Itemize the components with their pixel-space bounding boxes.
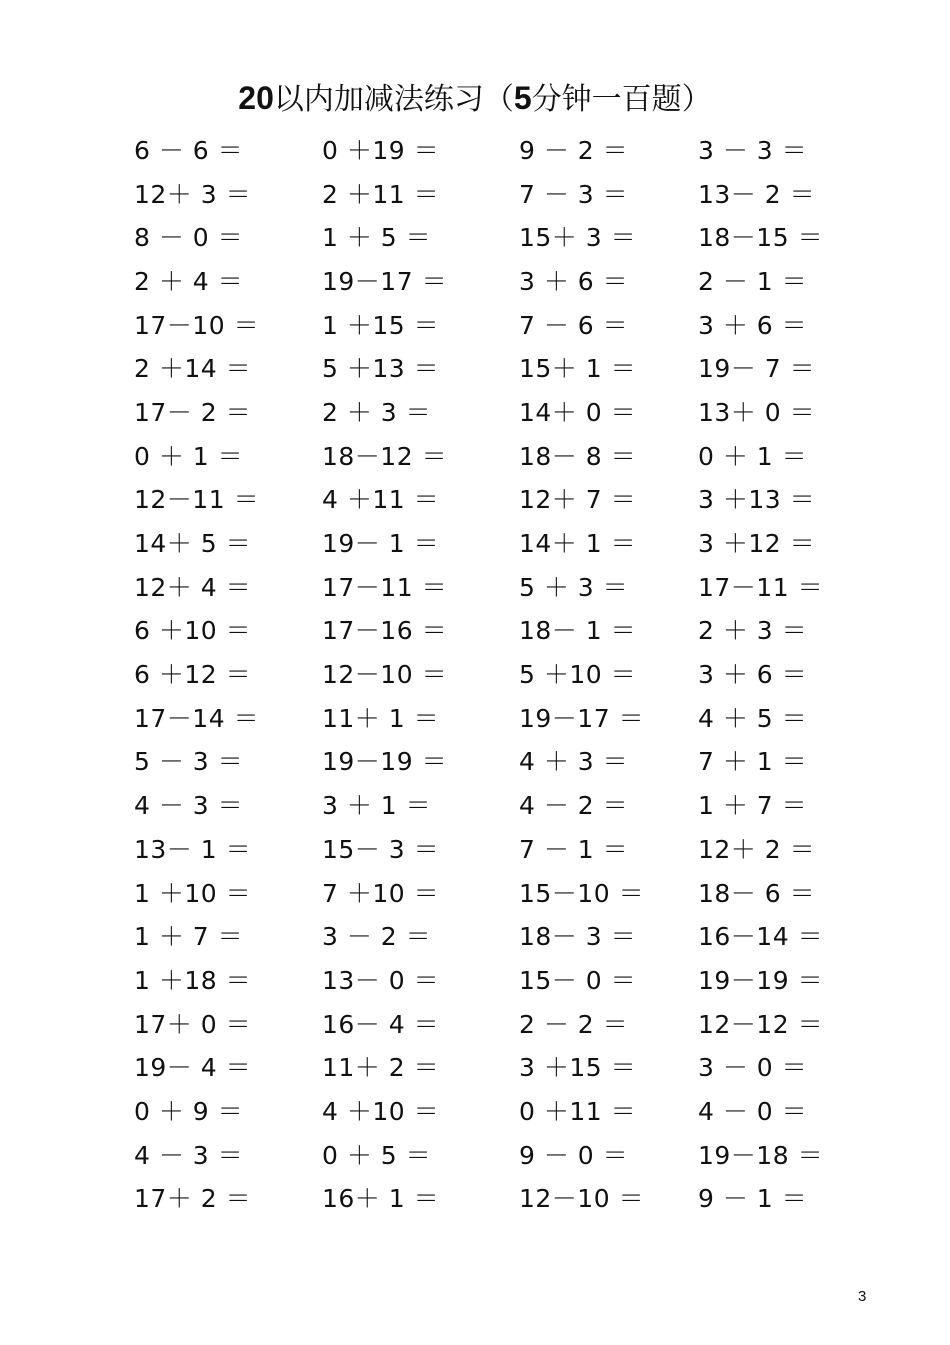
math-problem: 6 － 6 ＝ [134, 135, 244, 165]
math-problem: 3 ＋ 6 ＝ [519, 266, 629, 296]
page-number: 3 [858, 1288, 867, 1305]
title-minutes: 5 [513, 80, 532, 116]
math-problem: 1 ＋ 5 ＝ [322, 223, 432, 253]
math-problem: 19－ 4 ＝ [134, 1053, 252, 1083]
math-problem: 11＋ 2 ＝ [322, 1053, 440, 1083]
problem-grid [134, 127, 848, 1219]
math-problem: 2 － 1 ＝ [698, 266, 808, 296]
math-problem: 6 ＋10 ＝ [134, 616, 252, 646]
math-problem: 5 － 3 ＝ [134, 747, 244, 777]
math-problem: 3 － 3 ＝ [698, 135, 808, 165]
math-problem: 4 － 0 ＝ [698, 1096, 808, 1126]
math-problem: 19－17 ＝ [322, 266, 448, 296]
math-problem: 12＋ 2 ＝ [698, 834, 816, 864]
math-problem: 1 ＋15 ＝ [322, 310, 440, 340]
math-problem: 4 － 2 ＝ [519, 791, 629, 821]
math-problem: 12－10 ＝ [519, 1184, 645, 1214]
math-problem: 15＋ 1 ＝ [519, 354, 637, 384]
math-problem: 18－12 ＝ [322, 441, 448, 471]
math-problem: 2 ＋ 4 ＝ [134, 266, 244, 296]
math-problem: 4 ＋10 ＝ [322, 1096, 440, 1126]
math-problem: 19－18 ＝ [698, 1140, 824, 1170]
math-problem: 19－ 7 ＝ [698, 354, 816, 384]
math-problem: 5 ＋ 3 ＝ [519, 572, 629, 602]
math-problem: 2 ＋ 3 ＝ [698, 616, 808, 646]
math-problem: 1 ＋ 7 ＝ [698, 791, 808, 821]
math-problem: 13－ 2 ＝ [698, 179, 816, 209]
math-problem: 2 － 2 ＝ [519, 1009, 629, 1039]
math-problem: 15－ 0 ＝ [519, 965, 637, 995]
math-problem: 0 ＋11 ＝ [519, 1096, 637, 1126]
title-text: 以内加减法练习（ [273, 82, 514, 117]
math-problem: 12－10 ＝ [322, 660, 448, 690]
math-problem: 18－ 3 ＝ [519, 922, 637, 952]
math-problem: 3 ＋ 6 ＝ [698, 660, 808, 690]
math-problem: 17－10 ＝ [134, 310, 260, 340]
math-problem: 5 ＋10 ＝ [519, 660, 637, 690]
math-problem: 18－15 ＝ [698, 223, 824, 253]
math-problem: 12＋ 3 ＝ [134, 179, 252, 209]
math-problem: 16＋ 1 ＝ [322, 1184, 440, 1214]
math-problem: 3 ＋ 6 ＝ [698, 310, 808, 340]
math-problem: 1 ＋18 ＝ [134, 965, 252, 995]
math-problem: 0 ＋ 1 ＝ [134, 441, 244, 471]
math-problem: 5 ＋13 ＝ [322, 354, 440, 384]
math-problem: 1 ＋10 ＝ [134, 878, 252, 908]
math-problem: 16－14 ＝ [698, 922, 824, 952]
math-problem: 7 ＋10 ＝ [322, 878, 440, 908]
math-problem: 7 － 1 ＝ [519, 834, 629, 864]
math-problem: 7 － 6 ＝ [519, 310, 629, 340]
math-problem: 7 ＋ 1 ＝ [698, 747, 808, 777]
math-problem: 15－10 ＝ [519, 878, 645, 908]
math-problem: 14＋ 0 ＝ [519, 397, 637, 427]
math-problem: 15＋ 3 ＝ [519, 223, 637, 253]
math-problem: 19－19 ＝ [698, 965, 824, 995]
math-problem: 17－16 ＝ [322, 616, 448, 646]
math-problem: 3 ＋ 1 ＝ [322, 791, 432, 821]
math-problem: 3 ＋13 ＝ [698, 485, 816, 515]
math-problem: 16－ 4 ＝ [322, 1009, 440, 1039]
math-problem: 11＋ 1 ＝ [322, 703, 440, 733]
math-problem: 13－ 0 ＝ [322, 965, 440, 995]
math-problem: 3 ＋15 ＝ [519, 1053, 637, 1083]
math-problem: 13－ 1 ＝ [134, 834, 252, 864]
math-problem: 8 － 0 ＝ [134, 223, 244, 253]
math-problem: 18－ 6 ＝ [698, 878, 816, 908]
math-problem: 9 － 1 ＝ [698, 1184, 808, 1214]
math-problem: 4 － 3 ＝ [134, 1140, 244, 1170]
math-problem: 15－ 3 ＝ [322, 834, 440, 864]
title-text-end: 分钟一百题） [531, 82, 712, 117]
math-problem: 3 － 2 ＝ [322, 922, 432, 952]
math-problem: 9 － 2 ＝ [519, 135, 629, 165]
math-problem: 12＋ 4 ＝ [134, 572, 252, 602]
math-problem: 2 ＋14 ＝ [134, 354, 252, 384]
title-number: 20 [238, 80, 274, 116]
math-problem: 2 ＋11 ＝ [322, 179, 440, 209]
page-title [0, 74, 950, 124]
math-problem: 4 ＋11 ＝ [322, 485, 440, 515]
math-problem: 2 ＋ 3 ＝ [322, 397, 432, 427]
math-problem: 13＋ 0 ＝ [698, 397, 816, 427]
math-problem: 4 ＋ 5 ＝ [698, 703, 808, 733]
math-problem: 0 ＋ 9 ＝ [134, 1096, 244, 1126]
math-problem: 7 － 3 ＝ [519, 179, 629, 209]
math-problem: 17－ 2 ＝ [134, 397, 252, 427]
math-problem: 12＋ 7 ＝ [519, 485, 637, 515]
math-problem: 9 － 0 ＝ [519, 1140, 629, 1170]
math-problem: 18－ 1 ＝ [519, 616, 637, 646]
math-problem: 0 ＋ 5 ＝ [322, 1140, 432, 1170]
math-problem: 1 ＋ 7 ＝ [134, 922, 244, 952]
math-problem: 19－19 ＝ [322, 747, 448, 777]
math-problem: 4 ＋ 3 ＝ [519, 747, 629, 777]
math-problem: 0 ＋19 ＝ [322, 135, 440, 165]
math-problem: 18－ 8 ＝ [519, 441, 637, 471]
math-problem: 17＋ 0 ＝ [134, 1009, 252, 1039]
math-problem: 19－ 1 ＝ [322, 529, 440, 559]
math-problem: 17－14 ＝ [134, 703, 260, 733]
math-problem: 17－11 ＝ [322, 572, 448, 602]
math-problem: 14＋ 5 ＝ [134, 529, 252, 559]
math-problem: 3 ＋12 ＝ [698, 529, 816, 559]
math-problem: 4 － 3 ＝ [134, 791, 244, 821]
math-problem: 12－12 ＝ [698, 1009, 824, 1039]
math-problem: 17－11 ＝ [698, 572, 824, 602]
math-problem: 3 － 0 ＝ [698, 1053, 808, 1083]
math-problem: 0 ＋ 1 ＝ [698, 441, 808, 471]
math-problem: 19－17 ＝ [519, 703, 645, 733]
math-problem: 6 ＋12 ＝ [134, 660, 252, 690]
math-problem: 14＋ 1 ＝ [519, 529, 637, 559]
math-problem: 17＋ 2 ＝ [134, 1184, 252, 1214]
math-problem: 12－11 ＝ [134, 485, 260, 515]
